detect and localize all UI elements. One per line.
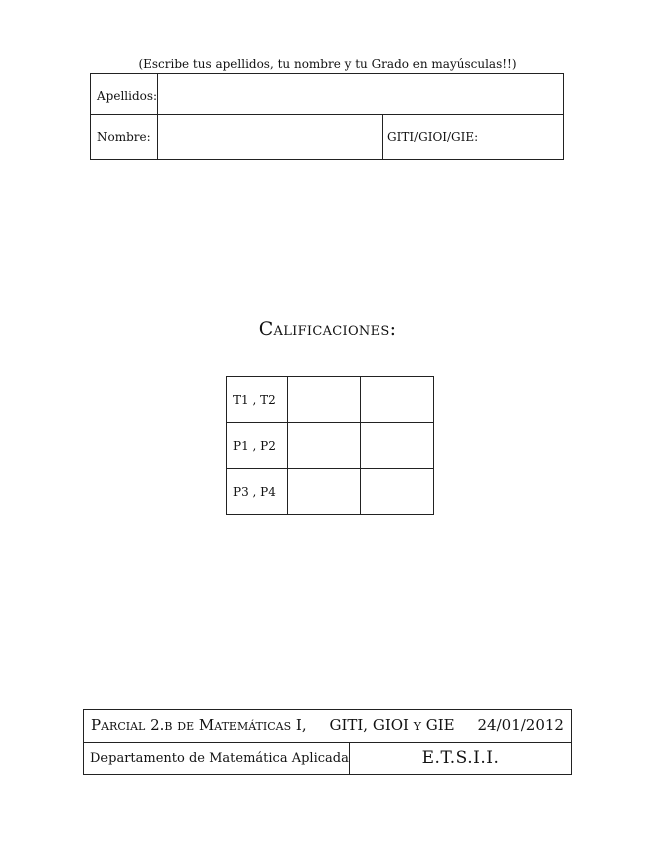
grade-row-label: P1 , P2 — [227, 423, 288, 469]
grade-row — [227, 423, 434, 469]
score-cell[interactable] — [288, 469, 361, 515]
name-label: Nombre: — [97, 130, 151, 144]
degree-label: GITI/GIOI/GIE: — [387, 130, 479, 144]
form-instruction: (Escribe tus apellidos, tu nombre y tu Grado en mayúsculas!!) — [138, 57, 517, 71]
grades-title: Calificaciones: — [258, 318, 397, 340]
school-name: E.T.S.I.I. — [421, 748, 500, 768]
exam-header-line — [91, 716, 564, 734]
surname-label: Apellidos: — [97, 89, 158, 103]
score-cell[interactable] — [288, 423, 361, 469]
surname-field[interactable] — [159, 76, 561, 112]
grade-row-label: P3 , P4 — [227, 469, 288, 515]
grade-row — [227, 377, 434, 423]
degree-field[interactable] — [481, 116, 561, 158]
score-cell[interactable] — [361, 423, 434, 469]
form-divider — [382, 114, 383, 159]
grade-row-label: T1 , T2 — [227, 377, 288, 423]
form-divider — [157, 74, 158, 159]
exam-date: 24/01/2012 — [477, 716, 564, 734]
score-cell[interactable] — [361, 377, 434, 423]
grades-table — [226, 376, 434, 515]
name-field[interactable] — [159, 116, 380, 158]
department-name: Departamento de Matemática Aplicada — [90, 751, 349, 766]
exam-title: Parcial 2.b de Matemáticas I, — [91, 716, 307, 734]
grade-row — [227, 469, 434, 515]
identification-form — [90, 73, 564, 160]
score-cell[interactable] — [361, 469, 434, 515]
score-cell[interactable] — [288, 377, 361, 423]
footer-divider — [84, 742, 571, 743]
form-divider — [91, 114, 563, 115]
exam-degrees: GITI, GIOI y GIE — [329, 716, 455, 734]
exam-footer — [83, 709, 572, 775]
